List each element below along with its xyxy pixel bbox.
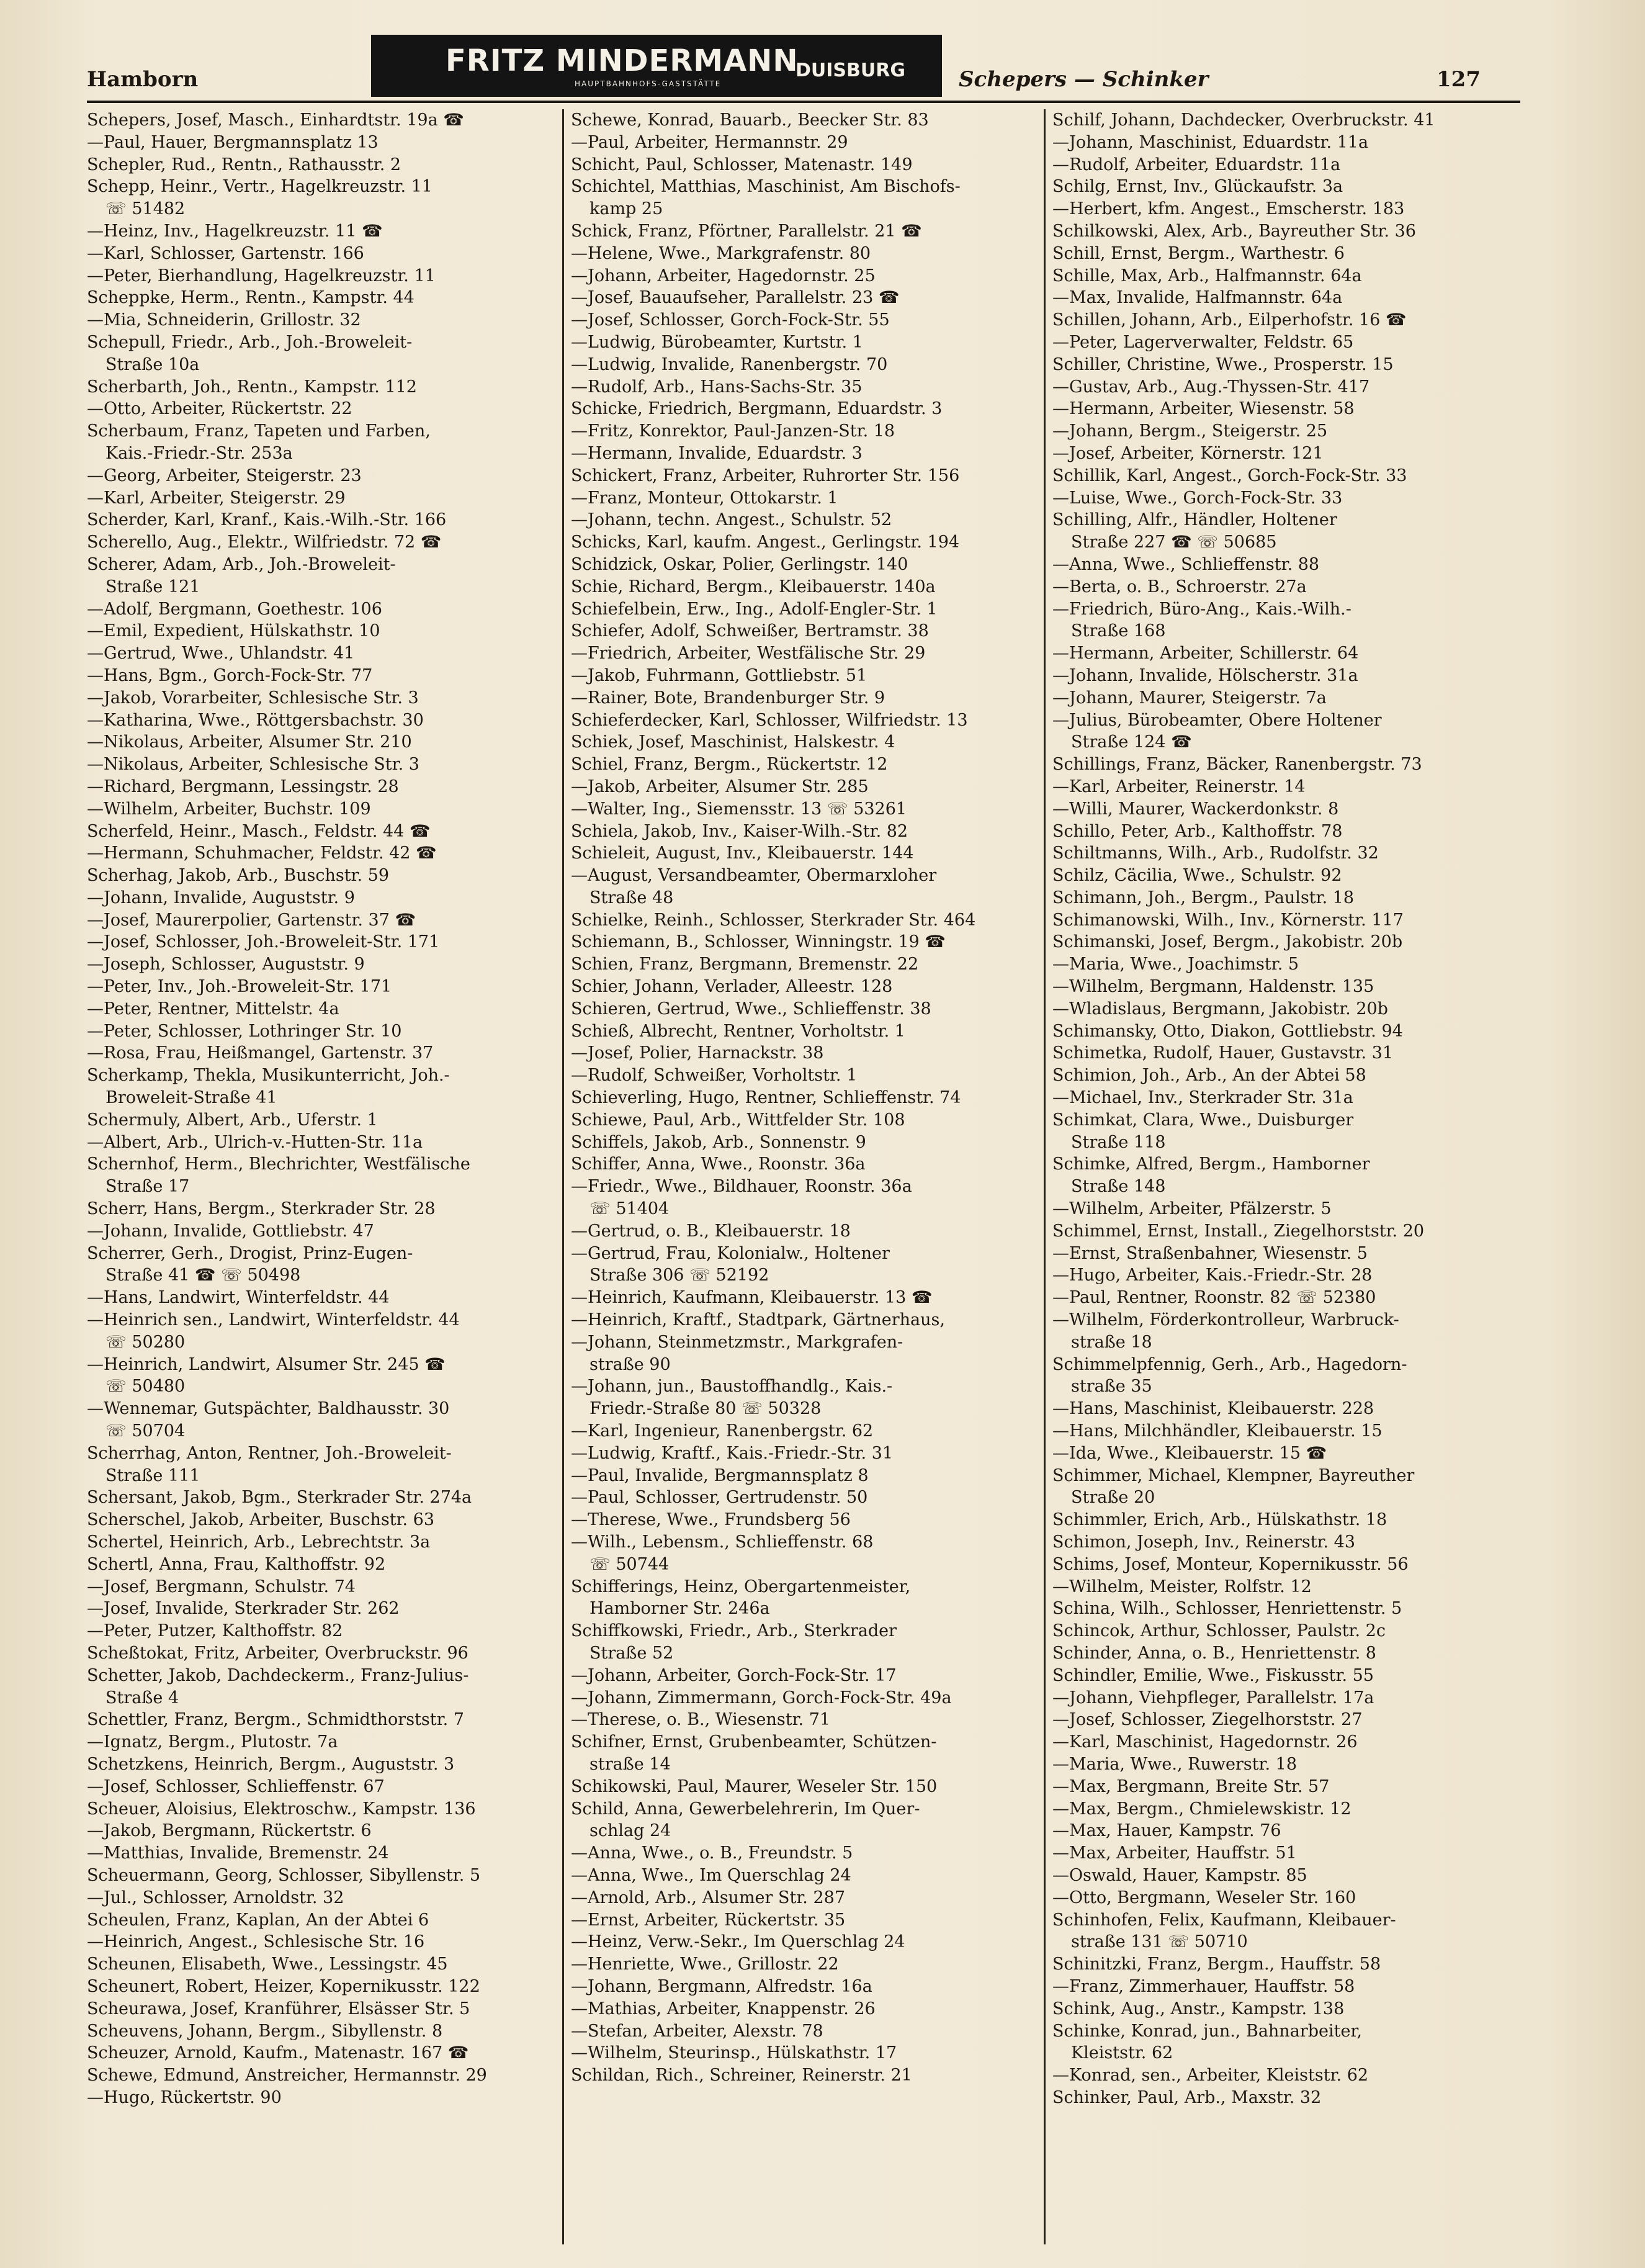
directory-entry: Schimkat, Clara, Wwe., Duisburger <box>1052 1110 1354 1130</box>
directory-entry: —Hugo, Arbeiter, Kais.-Friedr.-Str. 28 <box>1052 1266 1373 1285</box>
directory-entry: Schertel, Heinrich, Arb., Lebrechtstr. 3a <box>87 1532 431 1552</box>
directory-entry: Scherrhag, Anton, Rentner, Joh.-Broweleit- <box>87 1443 452 1463</box>
directory-entry: Schinder, Anna, o. B., Henriettenstr. 8 <box>1052 1643 1376 1663</box>
directory-entry: Schetzkens, Heinrich, Bergm., Auguststr. 3 <box>87 1754 455 1774</box>
directory-entry: —Johann, Maschinist, Eduardstr. 11a <box>1052 132 1369 152</box>
directory-entry: Straße 20 <box>1071 1488 1155 1508</box>
directory-entry: Scheuzer, Arnold, Kaufm., Matenastr. 167 ☎ <box>87 2043 469 2063</box>
directory-entry: —Rosa, Frau, Heißmangel, Gartenstr. 37 <box>87 1043 434 1063</box>
directory-entry: —Josef, Schlosser, Ziegelhorststr. 27 <box>1052 1710 1363 1730</box>
directory-entry: —Fritz, Konrektor, Paul-Janzen-Str. 18 <box>571 421 895 441</box>
directory-entry: —Katharina, Wwe., Röttgersbachstr. 30 <box>87 710 424 730</box>
directory-entry: —Rainer, Bote, Brandenburger Str. 9 <box>571 688 885 708</box>
directory-entry: Straße 10a <box>105 354 200 374</box>
directory-entry: Friedr.-Straße 80 ☏ 50328 <box>589 1399 822 1419</box>
directory-entry: straße 90 <box>589 1354 671 1374</box>
directory-entry: Schiemann, B., Schlosser, Winningstr. 19 ☎ <box>571 932 946 952</box>
directory-entry: —Therese, o. B., Wiesenstr. 71 <box>571 1710 831 1730</box>
directory-entry: —Otto, Bergmann, Weseler Str. 160 <box>1052 1888 1356 1907</box>
directory-entry: Schimmel, Ernst, Install., Ziegelhorststr. 20 <box>1052 1221 1425 1241</box>
directory-entry: Straße 48 <box>589 888 674 907</box>
directory-entry: Schillings, Franz, Bäcker, Ranenbergstr. 73 <box>1052 755 1422 775</box>
directory-entry: —Josef, Bergmann, Schulstr. 74 <box>87 1577 356 1596</box>
directory-entry: Scheßtokat, Fritz, Arbeiter, Overbruckstr. 96 <box>87 1643 468 1663</box>
directory-entry: —Mia, Schneiderin, Grillostr. 32 <box>87 310 361 330</box>
directory-entry: Schieferdecker, Karl, Schlosser, Wilfriedstr. 13 <box>571 710 968 730</box>
directory-entry: Schifferings, Heinz, Obergartenmeister, <box>571 1577 911 1596</box>
directory-entry: Schiller, Christine, Wwe., Prosperstr. 15 <box>1052 354 1394 374</box>
directory-entry: —Rudolf, Schweißer, Vorholtstr. 1 <box>571 1066 858 1086</box>
directory-entry: —Max, Bergmann, Breite Str. 57 <box>1052 1776 1330 1796</box>
directory-entry: —Wilh., Lebensm., Schlieffenstr. 68 <box>571 1532 874 1552</box>
directory-entry: —Ernst, Arbeiter, Rückertstr. 35 <box>571 1910 846 1930</box>
directory-entry: Schinker, Paul, Arb., Maxstr. 32 <box>1052 2087 1322 2107</box>
directory-entry: —Max, Arbeiter, Hauffstr. 51 <box>1052 1843 1297 1863</box>
directory-entry: —Hermann, Arbeiter, Wiesenstr. 58 <box>1052 399 1355 419</box>
directory-entry: Schild, Anna, Gewerbelehrerin, Im Quer- <box>571 1799 920 1819</box>
directory-entry: Scherer, Adam, Arb., Joh.-Broweleit- <box>87 554 396 574</box>
directory-entry: Schicke, Friedrich, Bergmann, Eduardstr. 3 <box>571 399 943 419</box>
directory-entry: —Rudolf, Arb., Hans-Sachs-Str. 35 <box>571 377 863 397</box>
directory-entry: —Anna, Wwe., o. B., Freundstr. 5 <box>571 1843 853 1863</box>
directory-entry: Schieß, Albrecht, Rentner, Vorholtstr. 1 <box>571 1021 905 1041</box>
directory-entry: —Heinrich, Landwirt, Alsumer Str. 245 ☎ <box>87 1354 446 1374</box>
directory-entry: —Johann, Viehpfleger, Parallelstr. 17a <box>1052 1688 1374 1708</box>
directory-entry: —Johann, techn. Angest., Schulstr. 52 <box>571 510 892 530</box>
directory-entry: Schimke, Alfred, Bergm., Hamborner <box>1052 1154 1370 1174</box>
directory-entry: —Otto, Arbeiter, Rückertstr. 22 <box>87 399 352 419</box>
directory-entry: Schepull, Friedr., Arb., Joh.-Broweleit- <box>87 332 413 352</box>
directory-entry: —Mathias, Arbeiter, Knappenstr. 26 <box>571 1999 876 2018</box>
directory-entry: Scherbaum, Franz, Tapeten und Farben, <box>87 421 431 441</box>
directory-entry: —Michael, Inv., Sterkrader Str. 31a <box>1052 1088 1353 1108</box>
directory-entry: Schilz, Cäcilia, Wwe., Schulstr. 92 <box>1052 866 1342 886</box>
directory-entry: —Josef, Bauaufseher, Parallelstr. 23 ☎ <box>571 288 900 308</box>
directory-entry: Schille, Max, Arb., Halfmannstr. 64a <box>1052 266 1362 286</box>
directory-entry: —Paul, Hauer, Bergmannsplatz 13 <box>87 132 379 152</box>
directory-entry: —Oswald, Hauer, Kampstr. 85 <box>1052 1865 1307 1885</box>
directory-entry: Scherrer, Gerh., Drogist, Prinz-Eugen- <box>87 1243 413 1263</box>
directory-entry: Schier, Johann, Verlader, Alleestr. 128 <box>571 977 893 997</box>
directory-entry: —Anna, Wwe., Schlieffenstr. 88 <box>1052 554 1320 574</box>
directory-entry: —Hermann, Schuhmacher, Feldstr. 42 ☎ <box>87 844 437 863</box>
directory-entry: —Josef, Invalide, Sterkrader Str. 262 <box>87 1599 400 1619</box>
directory-entry: —Peter, Lagerverwalter, Feldstr. 65 <box>1052 332 1354 352</box>
directory-entry: —Johann, Maurer, Steigerstr. 7a <box>1052 688 1327 708</box>
directory-entry: Schichtel, Matthias, Maschinist, Am Bischofs- <box>571 177 961 197</box>
directory-entry: —Franz, Zimmerhauer, Hauffstr. 58 <box>1052 1976 1355 1996</box>
directory-entry: —Richard, Bergmann, Lessingstr. 28 <box>87 776 399 796</box>
column-divider <box>1044 109 1046 2244</box>
directory-entry: —Josef, Maurerpolier, Gartenstr. 37 ☎ <box>87 910 416 930</box>
directory-entry: Scherkamp, Thekla, Musikunterricht, Joh.- <box>87 1066 450 1086</box>
directory-entry: —Johann, Arbeiter, Hagedornstr. 25 <box>571 266 876 286</box>
directory-entry: Straße 306 ☏ 52192 <box>589 1266 769 1285</box>
directory-entry: schlag 24 <box>589 1821 671 1841</box>
directory-entry: Schiltmanns, Wilh., Arb., Rudolfstr. 32 <box>1052 844 1379 863</box>
directory-entry: —Jakob, Fuhrmann, Gottliebstr. 51 <box>571 665 867 685</box>
header-range: Schepers — Schinker <box>959 67 1209 92</box>
directory-entry: Straße 17 <box>105 1177 190 1197</box>
directory-entry: Schifner, Ernst, Grubenbeamter, Schützen- <box>571 1732 937 1752</box>
directory-entry: Schicks, Karl, kaufm. Angest., Gerlingstr. 194 <box>571 533 960 552</box>
directory-entry: straße 14 <box>589 1754 671 1774</box>
directory-entry: —Luise, Wwe., Gorch-Fock-Str. 33 <box>1052 488 1343 508</box>
directory-entry: Straße 168 <box>1071 621 1166 641</box>
directory-entry: Schilling, Alfr., Händler, Holtener <box>1052 510 1337 530</box>
directory-entry: Schimion, Joh., Arb., An der Abtei 58 <box>1052 1066 1366 1086</box>
directory-entry: Scheuer, Aloisius, Elektroschw., Kampstr. 136 <box>87 1799 476 1819</box>
directory-entry: —Adolf, Bergmann, Goethestr. 106 <box>87 599 382 619</box>
directory-entry: Schepler, Rud., Rentn., Rathausstr. 2 <box>87 155 401 174</box>
directory-entry: —Friedrich, Arbeiter, Westfälische Str. 29 <box>571 644 926 664</box>
directory-entry: —Hans, Landwirt, Winterfeldstr. 44 <box>87 1288 390 1308</box>
directory-entry: Straße 118 <box>1071 1132 1166 1152</box>
directory-entry: Straße 111 <box>105 1465 200 1485</box>
directory-entry: —Herbert, kfm. Angest., Emscherstr. 183 <box>1052 199 1405 219</box>
directory-entry: Schinhofen, Felix, Kaufmann, Kleibauer- <box>1052 1910 1396 1930</box>
directory-entry: —Johann, Invalide, Gottliebstr. 47 <box>87 1221 374 1241</box>
directory-entry: Schick, Franz, Pförtner, Parallelstr. 21 ☎ <box>571 221 922 241</box>
directory-entry: Schiefer, Adolf, Schweißer, Bertramstr. 38 <box>571 621 929 641</box>
directory-entry: Schettler, Franz, Bergm., Schmidthorststr. 7 <box>87 1710 464 1730</box>
directory-entry: Straße 148 <box>1071 1177 1166 1197</box>
directory-entry: —Ignatz, Bergm., Plutostr. 7a <box>87 1732 338 1752</box>
directory-entry: —Wilhelm, Förderkontrolleur, Warbruck- <box>1052 1310 1399 1330</box>
directory-entry: —Gertrud, Wwe., Uhlandstr. 41 <box>87 644 355 664</box>
directory-entry: Schiewe, Paul, Arb., Wittfelder Str. 108 <box>571 1110 905 1130</box>
directory-entry: —Wladislaus, Bergmann, Jakobistr. 20b <box>1052 999 1388 1019</box>
directory-entry: —Josef, Schlosser, Gorch-Fock-Str. 55 <box>571 310 890 330</box>
directory-entry: Schewe, Konrad, Bauarb., Beecker Str. 83 <box>571 110 929 130</box>
directory-entry: Kais.-Friedr.-Str. 253a <box>105 443 293 463</box>
directory-entry: —Johann, Invalide, Auguststr. 9 <box>87 888 355 907</box>
directory-entry: —Hugo, Rückertstr. 90 <box>87 2087 282 2107</box>
directory-entry: ☏ 50280 <box>105 1332 186 1352</box>
directory-entry: Schiefelbein, Erw., Ing., Adolf-Engler-Str. 1 <box>571 599 938 619</box>
column-3 <box>1052 109 1524 2244</box>
directory-entry: straße 35 <box>1071 1377 1152 1397</box>
directory-entry: Scheurawa, Josef, Kranführer, Elsässer Str. 5 <box>87 1999 470 2018</box>
directory-entry: Schertl, Anna, Frau, Kalthoffstr. 92 <box>87 1554 386 1574</box>
directory-entry: Scherhag, Jakob, Arb., Buschstr. 59 <box>87 866 390 886</box>
directory-entry: —Willi, Maurer, Wackerdonkstr. 8 <box>1052 799 1339 819</box>
directory-entry: Straße 121 <box>105 577 200 596</box>
directory-entry: —Johann, Bergm., Steigerstr. 25 <box>1052 421 1328 441</box>
advertisement-banner <box>371 35 942 97</box>
directory-entry: Scherschel, Jakob, Arbeiter, Buschstr. 63 <box>87 1510 435 1530</box>
directory-entry: Schilg, Ernst, Inv., Glückaufstr. 3a <box>1052 177 1343 197</box>
directory-entry: —Julius, Bürobeamter, Obere Holtener <box>1052 710 1382 730</box>
directory-entry: Broweleit-Straße 41 <box>105 1088 277 1108</box>
directory-entry: Straße 227 ☎ ☏ 50685 <box>1071 533 1277 552</box>
directory-entry: —Nikolaus, Arbeiter, Alsumer Str. 210 <box>87 732 412 752</box>
directory-entry: —Karl, Arbeiter, Reinerstr. 14 <box>1052 776 1306 796</box>
directory-entry: ☏ 50480 <box>105 1377 186 1397</box>
directory-entry: Schien, Franz, Bergmann, Bremenstr. 22 <box>571 955 919 974</box>
directory-entry: Schims, Josef, Monteur, Kopernikusstr. 56 <box>1052 1554 1409 1574</box>
directory-entry: —Josef, Polier, Harnackstr. 38 <box>571 1043 824 1063</box>
directory-entry: Schiel, Franz, Bergm., Rückertstr. 12 <box>571 755 888 775</box>
directory-entry: —Ernst, Straßenbahner, Wiesenstr. 5 <box>1052 1243 1368 1263</box>
directory-entry: —Ida, Wwe., Kleibauerstr. 15 ☎ <box>1052 1443 1327 1463</box>
directory-entry: Schindler, Emilie, Wwe., Fiskusstr. 55 <box>1052 1665 1374 1685</box>
directory-entry: Schiffer, Anna, Wwe., Roonstr. 36a <box>571 1154 866 1174</box>
directory-entry: —Joseph, Schlosser, Auguststr. 9 <box>87 955 365 974</box>
directory-entry: Scherello, Aug., Elektr., Wilfriedstr. 72 ☎ <box>87 533 442 552</box>
directory-entry: —Paul, Schlosser, Gertrudenstr. 50 <box>571 1488 868 1508</box>
directory-entry: Schie, Richard, Bergm., Kleibauerstr. 140a <box>571 577 936 596</box>
directory-entry: Schimann, Joh., Bergm., Paulstr. 18 <box>1052 888 1355 907</box>
directory-entry: —Gustav, Arb., Aug.-Thyssen-Str. 417 <box>1052 377 1370 397</box>
directory-entry: Schildan, Rich., Schreiner, Reinerstr. 21 <box>571 2066 912 2086</box>
directory-entry: —Jakob, Vorarbeiter, Schlesische Str. 3 <box>87 688 419 708</box>
directory-entry: —Arnold, Arb., Alsumer Str. 287 <box>571 1888 846 1907</box>
directory-entry: Schieleit, August, Inv., Kleibauerstr. 144 <box>571 844 914 863</box>
directory-entry: Straße 124 ☎ <box>1071 732 1192 752</box>
directory-entry: —Therese, Wwe., Frundsberg 56 <box>571 1510 851 1530</box>
directory-entry: Scheulen, Franz, Kaplan, An der Abtei 6 <box>87 1910 429 1930</box>
directory-entry: —Josef, Schlosser, Schlieffenstr. 67 <box>87 1776 385 1796</box>
directory-entry: Schilf, Johann, Dachdecker, Overbruckstr. 41 <box>1052 110 1435 130</box>
directory-entry: —Heinz, Inv., Hagelkreuzstr. 11 ☎ <box>87 221 383 241</box>
directory-entry: Scherr, Hans, Bergm., Sterkrader Str. 28 <box>87 1199 436 1219</box>
directory-entry: —Georg, Arbeiter, Steigerstr. 23 <box>87 466 362 485</box>
directory-entry: Scherfeld, Heinr., Masch., Feldstr. 44 ☎ <box>87 821 431 841</box>
directory-entry: —Heinrich, Kaufmann, Kleibauerstr. 13 ☎ <box>571 1288 933 1308</box>
directory-entry: —Konrad, sen., Arbeiter, Kleiststr. 62 <box>1052 2066 1369 2086</box>
directory-entry: Schermuly, Albert, Arb., Uferstr. 1 <box>87 1110 378 1130</box>
directory-entry: —Anna, Wwe., Im Querschlag 24 <box>571 1865 851 1885</box>
directory-entry: Schill, Ernst, Bergm., Warthestr. 6 <box>1052 243 1345 263</box>
directory-entry: —Josef, Arbeiter, Körnerstr. 121 <box>1052 443 1324 463</box>
directory-entry: Schilkowski, Alex, Arb., Bayreuther Str. 36 <box>1052 221 1416 241</box>
directory-entry: —Maria, Wwe., Ruwerstr. 18 <box>1052 1754 1298 1774</box>
directory-entry: Schepers, Josef, Masch., Einhardtstr. 19a ☎ <box>87 110 464 130</box>
directory-entry: —Friedr., Wwe., Bildhauer, Roonstr. 36a <box>571 1177 912 1197</box>
directory-entry: Schiek, Josef, Maschinist, Halskestr. 4 <box>571 732 895 752</box>
directory-entry: —Henriette, Wwe., Grillostr. 22 <box>571 1955 839 1974</box>
directory-entry: Scherbarth, Joh., Rentn., Kampstr. 112 <box>87 377 417 397</box>
directory-entry: Schickert, Franz, Arbeiter, Ruhrorter Str. 156 <box>571 466 960 485</box>
directory-entry: —Max, Hauer, Kampstr. 76 <box>1052 1821 1281 1841</box>
directory-entry: —Paul, Arbeiter, Hermannstr. 29 <box>571 132 848 152</box>
directory-entry: —Nikolaus, Arbeiter, Schlesische Str. 3 <box>87 755 419 775</box>
directory-entry: Schink, Aug., Anstr., Kampstr. 138 <box>1052 1999 1345 2018</box>
directory-entry: Scheunert, Robert, Heizer, Kopernikusstr. 122 <box>87 1976 480 1996</box>
directory-entry: —Karl, Arbeiter, Steigerstr. 29 <box>87 488 346 508</box>
header-district: Hamborn <box>87 67 199 92</box>
directory-entry: —Walter, Ing., Siemensstr. 13 ☏ 53261 <box>571 799 907 819</box>
directory-entry: Hamborner Str. 246a <box>589 1599 770 1619</box>
directory-entry: —Peter, Putzer, Kalthoffstr. 82 <box>87 1621 343 1641</box>
directory-entry: —Johann, Zimmermann, Gorch-Fock-Str. 49a <box>571 1688 952 1708</box>
directory-entry: Straße 41 ☎ ☏ 50498 <box>105 1266 301 1285</box>
directory-entry: Schimansky, Otto, Diakon, Gottliebstr. 94 <box>1052 1021 1403 1041</box>
directory-entry: —Ludwig, Invalide, Ranenbergstr. 70 <box>571 354 888 374</box>
directory-entry: —Peter, Bierhandlung, Hagelkreuzstr. 11 <box>87 266 436 286</box>
directory-entry: —Wilhelm, Steurinsp., Hülskathstr. 17 <box>571 2043 897 2063</box>
directory-entry: —Johann, Invalide, Hölscherstr. 31a <box>1052 665 1358 685</box>
directory-entry: Schimetka, Rudolf, Hauer, Gustavstr. 31 <box>1052 1043 1394 1063</box>
directory-entry: Scherder, Karl, Kranf., Kais.-Wilh.-Str. 166 <box>87 510 447 530</box>
directory-entry: —Wilhelm, Bergmann, Haldenstr. 135 <box>1052 977 1374 997</box>
directory-entry: Schersant, Jakob, Bgm., Sterkrader Str. 274a <box>87 1488 472 1508</box>
directory-entry: Schieverling, Hugo, Rentner, Schlieffenstr. 74 <box>571 1088 961 1108</box>
directory-entry: —Peter, Schlosser, Lothringer Str. 10 <box>87 1021 402 1041</box>
directory-entry: Schimon, Joseph, Inv., Reinerstr. 43 <box>1052 1532 1356 1552</box>
directory-entry: Kleiststr. 62 <box>1071 2043 1173 2063</box>
directory-entry: Schiffels, Jakob, Arb., Sonnenstr. 9 <box>571 1132 866 1152</box>
directory-entry: straße 131 ☏ 50710 <box>1071 1932 1248 1952</box>
page-number: 127 <box>1437 67 1481 92</box>
directory-entry: kamp 25 <box>589 199 663 219</box>
directory-entry: ☏ 51404 <box>589 1199 670 1219</box>
directory-entry: Schielke, Reinh., Schlosser, Sterkrader Str. 464 <box>571 910 976 930</box>
directory-entry: Schikowski, Paul, Maurer, Weseler Str. 150 <box>571 1776 938 1796</box>
directory-entry: Schincok, Arthur, Schlosser, Paulstr. 2c <box>1052 1621 1386 1641</box>
ad-brand: FRITZ MINDERMANN <box>446 43 799 78</box>
directory-entry: —Franz, Monteur, Ottokarstr. 1 <box>571 488 838 508</box>
directory-entry: Schillik, Karl, Angest., Gorch-Fock-Str. 33 <box>1052 466 1407 485</box>
directory-entry: Schillo, Peter, Arb., Kalthoffstr. 78 <box>1052 821 1343 841</box>
directory-entry: Schicht, Paul, Schlosser, Matenastr. 149 <box>571 155 913 174</box>
directory-entry: Schiela, Jakob, Inv., Kaiser-Wilh.-Str. 82 <box>571 821 908 841</box>
directory-entry: Schewe, Edmund, Anstreicher, Hermannstr. 29 <box>87 2066 487 2086</box>
directory-entry: —Ludwig, Kraftf., Kais.-Friedr.-Str. 31 <box>571 1443 894 1463</box>
directory-entry: Schimmelpfennig, Gerh., Arb., Hagedorn- <box>1052 1354 1407 1374</box>
directory-entry: —Heinrich, Kraftf., Stadtpark, Gärtnerhaus, <box>571 1310 945 1330</box>
directory-entry: straße 18 <box>1071 1332 1152 1352</box>
directory-entry: —Albert, Arb., Ulrich-v.-Hutten-Str. 11a <box>87 1132 423 1152</box>
directory-entry: —Helene, Wwe., Markgrafenstr. 80 <box>571 243 871 263</box>
directory-entry: Schimmler, Erich, Arb., Hülskathstr. 18 <box>1052 1510 1387 1530</box>
directory-entry: —Wilhelm, Meister, Rolfstr. 12 <box>1052 1577 1312 1596</box>
directory-entry: —Ludwig, Bürobeamter, Kurtstr. 1 <box>571 332 863 352</box>
directory-entry: —Heinz, Verw.-Sekr., Im Querschlag 24 <box>571 1932 905 1952</box>
directory-entry: —Rudolf, Arbeiter, Eduardstr. 11a <box>1052 155 1341 174</box>
directory-entry: —Stefan, Arbeiter, Alexstr. 78 <box>571 2021 823 2041</box>
directory-entry: —August, Versandbeamter, Obermarxloher <box>571 866 937 886</box>
directory-entry: —Emil, Expedient, Hülskathstr. 10 <box>87 621 380 641</box>
directory-entry: —Gertrud, o. B., Kleibauerstr. 18 <box>571 1221 851 1241</box>
directory-entry: —Friedrich, Büro-Ang., Kais.-Wilh.- <box>1052 599 1351 619</box>
directory-entry: Schiffkowski, Friedr., Arb., Sterkrader <box>571 1621 897 1641</box>
directory-entry: ☏ 50744 <box>589 1554 670 1574</box>
directory-entry: —Peter, Rentner, Mittelstr. 4a <box>87 999 339 1019</box>
directory-entry: —Hans, Bgm., Gorch-Fock-Str. 77 <box>87 665 373 685</box>
directory-entry: —Hans, Milchhändler, Kleibauerstr. 15 <box>1052 1421 1383 1441</box>
ad-city: DUISBURG <box>796 60 905 81</box>
directory-entry: —Johann, Bergmann, Alfredstr. 16a <box>571 1976 872 1996</box>
directory-entry: —Karl, Schlosser, Gartenstr. 166 <box>87 243 364 263</box>
directory-entry: ☏ 51482 <box>105 199 186 219</box>
directory-entry: —Karl, Maschinist, Hagedornstr. 26 <box>1052 1732 1358 1752</box>
directory-entry: Schidzick, Oskar, Polier, Gerlingstr. 140 <box>571 554 908 574</box>
directory-entry: —Johann, Steinmetzmstr., Markgrafen- <box>571 1332 903 1352</box>
directory-entry: —Hans, Maschinist, Kleibauerstr. 228 <box>1052 1399 1374 1419</box>
directory-entry: Scheunen, Elisabeth, Wwe., Lessingstr. 45 <box>87 1955 448 1974</box>
directory-entry: —Max, Bergm., Chmielewskistr. 12 <box>1052 1799 1351 1819</box>
directory-entry: Scheppke, Herm., Rentn., Kampstr. 44 <box>87 288 415 308</box>
directory-entry: —Berta, o. B., Schroerstr. 27a <box>1052 577 1307 596</box>
directory-entry: Schina, Wilh., Schlosser, Henriettenstr. 5 <box>1052 1599 1402 1619</box>
directory-entry: Schepp, Heinr., Vertr., Hagelkreuzstr. 11 <box>87 177 433 197</box>
directory-entry: Schinke, Konrad, jun., Bahnarbeiter, <box>1052 2021 1362 2041</box>
directory-entry: —Wennemar, Gutspächter, Baldhausstr. 30 <box>87 1399 450 1419</box>
directory-entry: Schinitzki, Franz, Bergm., Hauffstr. 58 <box>1052 1955 1381 1974</box>
directory-entry: —Josef, Schlosser, Joh.-Broweleit-Str. 171 <box>87 932 440 952</box>
directory-entry: —Paul, Rentner, Roonstr. 82 ☏ 52380 <box>1052 1288 1376 1308</box>
column-2 <box>571 109 1042 2244</box>
directory-entry: Schetter, Jakob, Dachdeckerm., Franz-Julius- <box>87 1665 469 1685</box>
directory-entry: —Peter, Inv., Joh.-Broweleit-Str. 171 <box>87 977 392 997</box>
directory-entry: —Hermann, Arbeiter, Schillerstr. 64 <box>1052 644 1359 664</box>
directory-entry: —Max, Invalide, Halfmannstr. 64a <box>1052 288 1343 308</box>
directory-entry: Schimmer, Michael, Klempner, Bayreuther <box>1052 1465 1415 1485</box>
directory-entry: —Jul., Schlosser, Arnoldstr. 32 <box>87 1888 344 1907</box>
header-rule <box>87 101 1520 103</box>
directory-entry: ☏ 50704 <box>105 1421 186 1441</box>
directory-entry: Schieren, Gertrud, Wwe., Schlieffenstr. 38 <box>571 999 931 1019</box>
directory-entry: Straße 4 <box>105 1688 179 1708</box>
directory-entry: Scheuvens, Johann, Bergm., Sibyllenstr. 8 <box>87 2021 443 2041</box>
page-header <box>87 35 1520 103</box>
directory-entry: —Gertrud, Frau, Kolonialw., Holtener <box>571 1243 890 1263</box>
directory-entry: —Wilhelm, Arbeiter, Buchstr. 109 <box>87 799 371 819</box>
directory-entry: —Jakob, Bergmann, Rückertstr. 6 <box>87 1821 372 1841</box>
directory-entry: —Heinrich sen., Landwirt, Winterfeldstr. 44 <box>87 1310 460 1330</box>
directory-entry: —Matthias, Invalide, Bremenstr. 24 <box>87 1843 389 1863</box>
directory-entry: —Johann, jun., Baustoffhandlg., Kais.- <box>571 1377 893 1397</box>
directory-entry: Schimanski, Josef, Bergm., Jakobistr. 20b <box>1052 932 1403 952</box>
directory-entry: —Hermann, Invalide, Eduardstr. 3 <box>571 443 863 463</box>
column-divider <box>562 109 564 2244</box>
directory-entry: —Johann, Arbeiter, Gorch-Fock-Str. 17 <box>571 1665 897 1685</box>
directory-entry: Schernhof, Herm., Blechrichter, Westfälische <box>87 1154 470 1174</box>
directory-entry: —Maria, Wwe., Joachimstr. 5 <box>1052 955 1299 974</box>
column-1 <box>87 109 558 2244</box>
directory-entry: —Wilhelm, Arbeiter, Pfälzerstr. 5 <box>1052 1199 1332 1219</box>
directory-entry: Schillen, Johann, Arb., Eilperhofstr. 16 ☎ <box>1052 310 1407 330</box>
directory-entry: Straße 52 <box>589 1643 674 1663</box>
directory-entry: Schimanowski, Wilh., Inv., Körnerstr. 117 <box>1052 910 1404 930</box>
directory-entry: —Heinrich, Angest., Schlesische Str. 16 <box>87 1932 425 1952</box>
directory-entry: —Paul, Invalide, Bergmannsplatz 8 <box>571 1465 869 1485</box>
directory-entry: —Jakob, Arbeiter, Alsumer Str. 285 <box>571 776 869 796</box>
directory-entry: Scheuermann, Georg, Schlosser, Sibyllenstr. 5 <box>87 1865 481 1885</box>
ad-subline: HAUPTBAHNHOFS-GASTSTÄTTE <box>575 79 722 88</box>
directory-entry: —Karl, Ingenieur, Ranenbergstr. 62 <box>571 1421 874 1441</box>
